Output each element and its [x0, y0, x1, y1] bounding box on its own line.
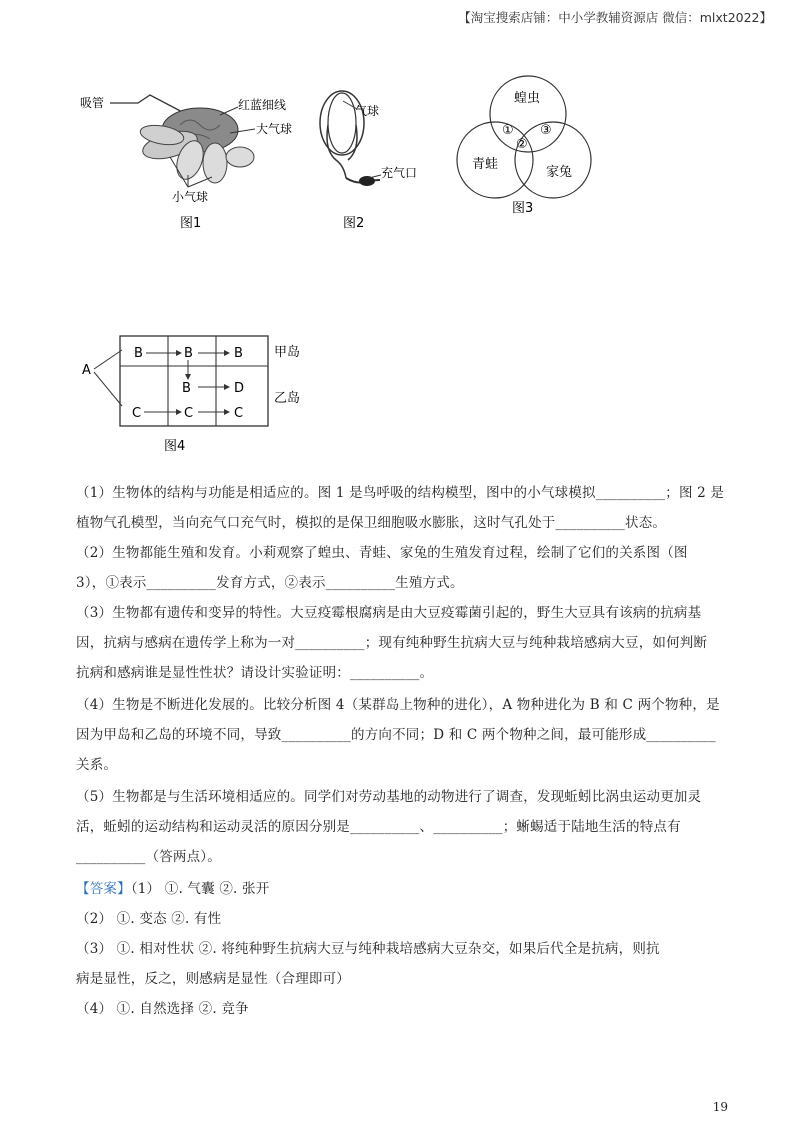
question-4: （4）生物是不断进化发展的。比较分析图 4（某群岛上物种的进化），A 物种进化为 B 和 C 两个物种，是 因为甲岛和乙岛的环境不同，导致__________的方向不同；D 和 C 两个物种之间，最可能形成__________ 关系。: [76, 697, 720, 773]
figure-4-island-evolution: [78, 330, 318, 460]
question-5: （5）生物都是与生活环境相适应的。同学们对劳动基地的动物进行了调查，发现蚯蚓比涡虫运动更加灵 活，蚯蚓的运动结构和运动灵活的原因分别是__________、__________；蜥蜴适于陆地生活的特点有 __________（答两点）。: [76, 789, 702, 865]
fig4-species-A: A: [82, 363, 91, 378]
fig4-species-C1: C: [132, 406, 142, 421]
page-number: 19: [712, 1100, 728, 1114]
fig4-species-D: D: [234, 381, 245, 396]
fig3-region-3: ③: [540, 123, 552, 138]
fig3-label-locust: 蝗虫: [514, 91, 541, 106]
figure-3-venn-diagram: [450, 72, 610, 222]
fig3-region-2: ②: [516, 137, 528, 152]
question-1: （1）生物体的结构与功能是相适应的。图 1 是鸟呼吸的结构模型，图中的小气球模拟__________；图 2 是 植物气孔模型，当向充气口充气时，模拟的是保卫细胞吸水膨胀，这时气孔处于__________状态。: [76, 485, 725, 531]
fig3-region-1: ①: [502, 123, 514, 138]
answer-line-3-cont: 病是显性，反之，则感病是显性（合理即可）: [76, 971, 350, 987]
header-source-note: 【淘宝搜索店铺：中小学教辅资源店 微信：mlxt2022】: [458, 10, 772, 25]
answer-line-4: （4） ①. 自然选择 ②. 竞争: [76, 1001, 249, 1017]
fig4-species-C3: C: [234, 406, 244, 421]
fig3-label-frog: 青蛙: [472, 157, 499, 172]
answer-line-3: （3） ①. 相对性状 ②. 将纯种野生抗病大豆与纯种栽培感病大豆杂交，如果后代全是抗病，则抗: [76, 941, 660, 957]
answer-block: [76, 874, 736, 1024]
fig4-caption: 图4: [164, 439, 186, 454]
fig2-label-inlet: 充气口: [381, 166, 418, 180]
fig4-species-B3: B: [234, 346, 243, 361]
fig4-species-B1: B: [134, 346, 143, 361]
fig2-caption: 图2: [343, 216, 365, 231]
fig1-label-small-balloons: 小气球: [172, 190, 209, 204]
answer-line-1: 【答案】（1） ①. 气囊 ②. 张开: [76, 881, 270, 897]
fig1-caption: 图1: [180, 216, 202, 231]
question-3: （3）生物都有遗传和变异的特性。大豆疫霉根腐病是由大豆疫霉菌引起的，野生大豆具有该病的抗病基 因，抗病与感病在遗传学上称为一对__________；现有纯种野生抗病大豆与纯种栽培感病大豆，如何判断 抗病和感病谁是显性性状？请设计实验证明：__________。: [76, 605, 708, 681]
fig4-species-B2: B: [184, 346, 193, 361]
figure-1-bird-respiration-model: [80, 85, 310, 235]
fig1-label-thread: 红蓝细线: [238, 98, 287, 112]
figure-2-stomata-model: [305, 85, 445, 235]
fig4-species-C2: C: [184, 406, 194, 421]
question-2: （2）生物都能生殖和发育。小莉观察了蝗虫、青蛙、家兔的生殖发育过程，绘制了它们的关系图（图 3），①表示__________发育方式，②表示__________生殖方式。: [76, 545, 688, 591]
fig4-species-B4: B: [182, 381, 191, 396]
fig3-label-rabbit: 家兔: [546, 165, 573, 180]
fig1-label-big-balloon: 大气球: [256, 122, 293, 136]
fig2-label-balloon: 气球: [355, 104, 380, 118]
fig4-label-island1: 甲岛: [274, 345, 301, 360]
answer-label: 【答案】: [76, 881, 131, 897]
answer-line-2: （2） ①. 变态 ②. 有性: [76, 911, 222, 927]
fig4-label-island2: 乙岛: [274, 391, 301, 406]
fig3-caption: 图3: [512, 201, 534, 216]
fig1-label-straw: 吸管: [80, 96, 105, 110]
